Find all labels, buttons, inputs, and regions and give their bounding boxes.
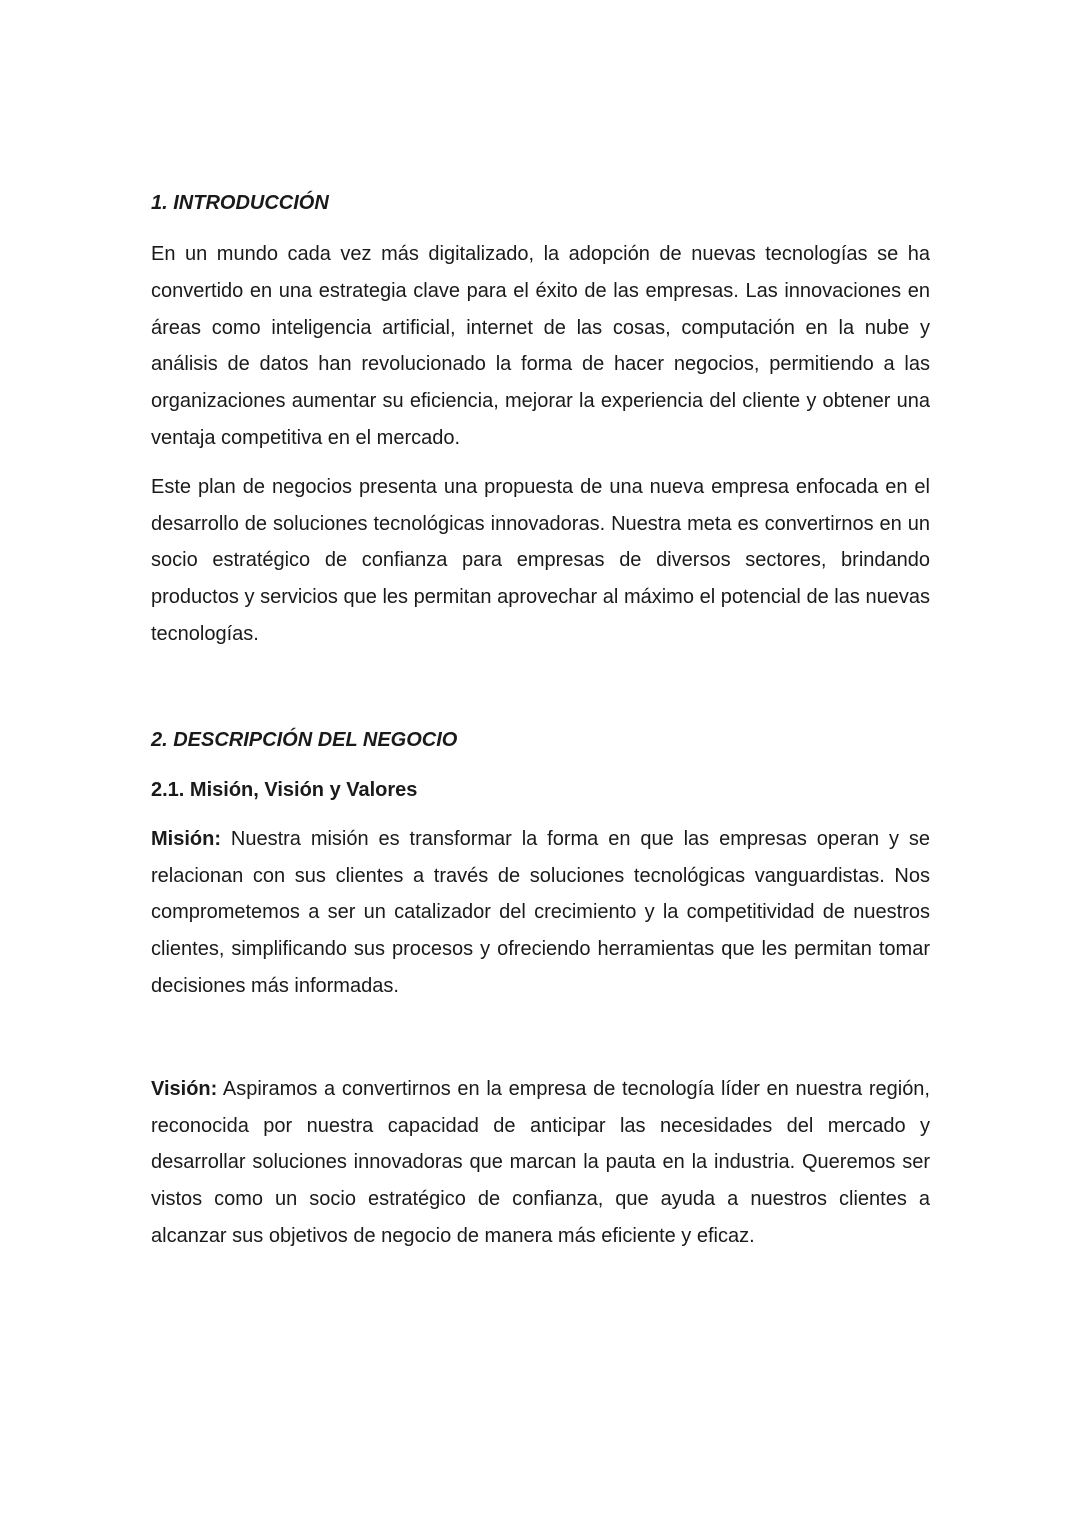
mision-text: Nuestra misión es transformar la forma en que las empresas operan y se relacionan con sus clientes a través de soluciones tecnológicas vanguardistas. Nos comprometemos a ser un catalizador del crecimiento y la competitividad de nuestros clientes, simplificando sus procesos y ofreciendo herramientas que les permitan tomar decisiones más informadas.	[151, 827, 930, 997]
mision-label: Misión:	[151, 827, 221, 850]
intro-paragraph-1: En un mundo cada vez más digitalizado, la adopción de nuevas tecnologías se ha convertido en una estrategia clave para el éxito de las empresas. Las innovaciones en áreas como inteligencia artificial, internet de las cosas, computación en la nube y análisis de datos han revolucionado la forma de hacer negocios, permitiendo a las organizaciones aumentar su eficiencia, mejorar la experiencia del cliente y obtener una ventaja competitiva en el mercado.	[151, 243, 930, 449]
section-title-introduccion: 1. INTRODUCCIÓN	[151, 192, 329, 214]
document-page	[151, 190, 930, 1255]
section-title-descripcion: 2. DESCRIPCIÓN DEL NEGOCIO	[151, 728, 458, 751]
vision-label: Visión:	[151, 1077, 218, 1100]
vision-text: Aspiramos a convertirnos en la empresa de tecnología líder en nuestra región, reconocida por nuestra capacidad de anticipar las necesidades del mercado y desarrollar soluciones innovadoras que marcan la pauta en la industria. Queremos ser vistos como un socio estratégico de confianza, que ayuda a nuestros clientes a alcanzar sus objetivos de negocio de manera más eficiente y eficaz.	[151, 1077, 930, 1247]
subsection-title-mision-vision: 2.1. Misión, Visión y Valores	[151, 778, 418, 801]
vision-paragraph	[151, 1071, 930, 1255]
mision-paragraph	[151, 821, 930, 1005]
intro-paragraph-2: Este plan de negocios presenta una propuesta de una nueva empresa enfocada en el desarrollo de soluciones tecnológicas innovadoras. Nuestra meta es convertirnos en un socio estratégico de confianza para empresas de diversos sectores, brindando productos y servicios que les permitan aprovechar al máximo el potencial de las nuevas tecnologías.	[151, 475, 930, 645]
